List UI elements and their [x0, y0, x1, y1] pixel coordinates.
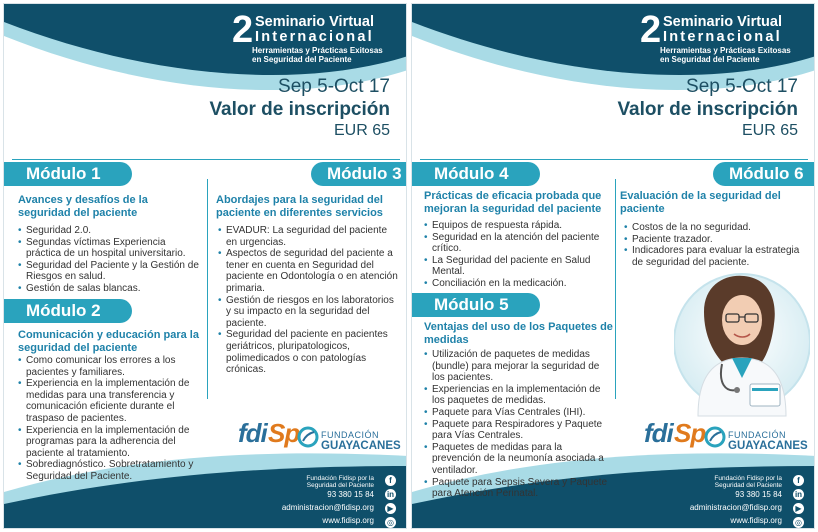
instagram-icon[interactable]: ◎ — [793, 517, 804, 528]
module-3-badge: Módulo 3 — [311, 162, 407, 186]
list-item: • Paciente trazador. — [624, 234, 804, 246]
list-item: • Aspectos de seguridad del paciente a tener en cuenta en Seguridad del paciente en Odontología o en atención primaria. — [218, 248, 398, 294]
seminar-line2: Internacional — [663, 29, 782, 45]
fidisp-logo: fdi Sp — [644, 418, 706, 448]
registration-label: Valor de inscripción — [617, 99, 798, 120]
youtube-icon[interactable]: ▶ — [385, 503, 396, 514]
seminar-line2: Internacional — [255, 29, 374, 45]
youtube-icon[interactable]: ▶ — [793, 503, 804, 514]
module-6-title: Evaluación de la seguridad del paciente — [620, 190, 781, 215]
linkedin-icon[interactable]: in — [386, 490, 395, 499]
list-item: • Seguridad del paciente en pacientes geriátricos, pluripatologicos, polimedicados o con patologías crónicas. — [218, 329, 398, 375]
list-item: • Como comunicar los errores a los pacientes y familiares. — [18, 355, 203, 378]
guayacanes-logo: FUNDACIÓN GUAYACANES — [297, 424, 407, 458]
contact-phone: 93 380 15 84 — [735, 490, 782, 499]
seminar-number: 2 — [640, 9, 662, 51]
fidisp-logo: fdi Sp — [238, 418, 300, 448]
seminar-number: 2 — [232, 9, 254, 51]
list-item: • Paquete para Vías Centrales (IHI). — [424, 407, 609, 419]
brochure-page-right — [411, 3, 815, 529]
seminar-line3: Herramientas y Prácticas Exitosas — [252, 46, 383, 55]
facebook-icon[interactable]: f — [385, 475, 396, 486]
list-item: • Seguridad del Paciente y la Gestión de Riesgos en salud. — [18, 260, 203, 283]
seminar-title — [232, 9, 404, 68]
guayacanes-ring-icon — [704, 426, 726, 448]
guayacanes-ring-icon — [297, 426, 319, 448]
list-item: • Indicadores para evaluar la estrategia de seguridad del paciente. — [624, 245, 804, 268]
list-item: • La Seguridad del paciente en Salud Mental. — [424, 255, 609, 278]
registration-price: EUR 65 — [333, 122, 390, 139]
list-item: • Gestión de salas blancas. — [18, 283, 203, 295]
module-3-title: Abordajes para la seguridad del paciente en diferentes servicios — [216, 194, 383, 219]
section-divider — [420, 159, 808, 160]
list-item: • Gestión de riesgos en los laboratorios y su impacto en la seguridad del paciente. — [218, 295, 398, 330]
guayacanes-logo: FUNDACIÓN GUAYACANES — [704, 424, 814, 458]
module-2-list — [18, 355, 203, 483]
module-5-list — [424, 349, 609, 500]
instagram-icon[interactable]: ◎ — [385, 517, 396, 528]
registration-label: Valor de inscripción — [209, 99, 390, 120]
list-item: • Sobrediagnóstico. Sobretratamiento y Seguridad del Paciente. — [18, 459, 203, 482]
list-item: • Seguridad en la atención del paciente crítico. — [424, 232, 609, 255]
module-5-badge: Módulo 5 — [412, 293, 540, 317]
contact-org-line1: Fundación Fidisp por la — [306, 475, 374, 482]
contact-website[interactable]: www.fidisp.org — [730, 516, 782, 525]
list-item: • Costos de la no seguridad. — [624, 222, 804, 234]
module-4-title: Prácticas de eficacia probada que mejoran la seguridad del paciente — [424, 190, 602, 215]
facebook-icon[interactable]: f — [793, 475, 804, 486]
module-2-badge: Módulo 2 — [4, 299, 132, 323]
contact-org-line1: Fundación Fidisp por la — [714, 475, 782, 482]
list-item: • Utilización de paquetes de medidas (bundle) para mejorar la seguridad de los pacientes. — [424, 349, 609, 384]
column-divider — [207, 179, 208, 399]
seminar-line1: Seminario Virtual — [255, 14, 374, 30]
contact-org-line2: Seguridad del Paciente — [306, 482, 374, 489]
event-dates: Sep 5-Oct 17 — [278, 76, 390, 97]
list-item: • Experiencia en la implementación de programas para la adherencia del paciente al tratamiento. — [18, 425, 203, 460]
list-item: • Paquete para Respiradores y Paquete para Vías Centrales. — [424, 419, 609, 442]
seminar-title — [640, 9, 812, 68]
list-item: • Experiencia en la implementación de medidas para una transferencia y comunicación eficiente durante el traspaso de pacientes. — [18, 378, 203, 424]
module-6-badge: Módulo 6 — [713, 162, 815, 186]
list-item: • Experiencias en la implementación de los paquetes de medidas. — [424, 384, 609, 407]
brochure-page-left — [3, 3, 407, 529]
list-item: • Paquete para Sepsis Severa y Paquete para Atención Perinatal. — [424, 477, 609, 500]
column-divider — [615, 179, 616, 399]
module-1-title: Avances y desafíos de la seguridad del paciente — [18, 194, 148, 219]
module-3-list — [218, 225, 398, 376]
seminar-line1: Seminario Virtual — [663, 14, 782, 30]
list-item: • Equipos de respuesta rápida. — [424, 220, 609, 232]
contact-phone: 93 380 15 84 — [327, 490, 374, 499]
list-item: • Seguridad 2.0. — [18, 225, 203, 237]
module-1-list — [18, 225, 203, 295]
list-item: • Paquetes de medidas para la prevención de la neumonía asociada a ventilador. — [424, 442, 609, 477]
registration-price: EUR 65 — [741, 122, 798, 139]
module-6-list — [624, 222, 804, 268]
contact-email[interactable]: administracion@fidisp.org — [689, 503, 782, 512]
doctor-photo — [674, 266, 810, 420]
contact-website[interactable]: www.fidisp.org — [322, 516, 374, 525]
contact-email[interactable]: administracion@fidisp.org — [281, 503, 374, 512]
contact-org-line2: Seguridad del Paciente — [714, 482, 782, 489]
module-1-badge: Módulo 1 — [4, 162, 132, 186]
module-2-title: Comunicación y educación para la seguridad del paciente — [18, 329, 199, 354]
event-dates: Sep 5-Oct 17 — [686, 76, 798, 97]
list-item: • EVADUR: La seguridad del paciente en urgencias. — [218, 225, 398, 248]
module-5-title: Ventajas del uso de los Paquetes de medidas — [424, 321, 613, 346]
module-4-badge: Módulo 4 — [412, 162, 540, 186]
list-item: • Segundas víctimas Experiencia práctica de un hospital universitario. — [18, 237, 203, 260]
seminar-line3: Herramientas y Prácticas Exitosas — [660, 46, 791, 55]
section-divider — [12, 159, 400, 160]
linkedin-icon[interactable]: in — [794, 490, 803, 499]
seminar-line4: en Seguridad del Paciente — [252, 55, 352, 64]
seminar-line4: en Seguridad del Paciente — [660, 55, 760, 64]
module-4-list — [424, 220, 609, 290]
list-item: • Conciliación en la medicación. — [424, 278, 609, 290]
